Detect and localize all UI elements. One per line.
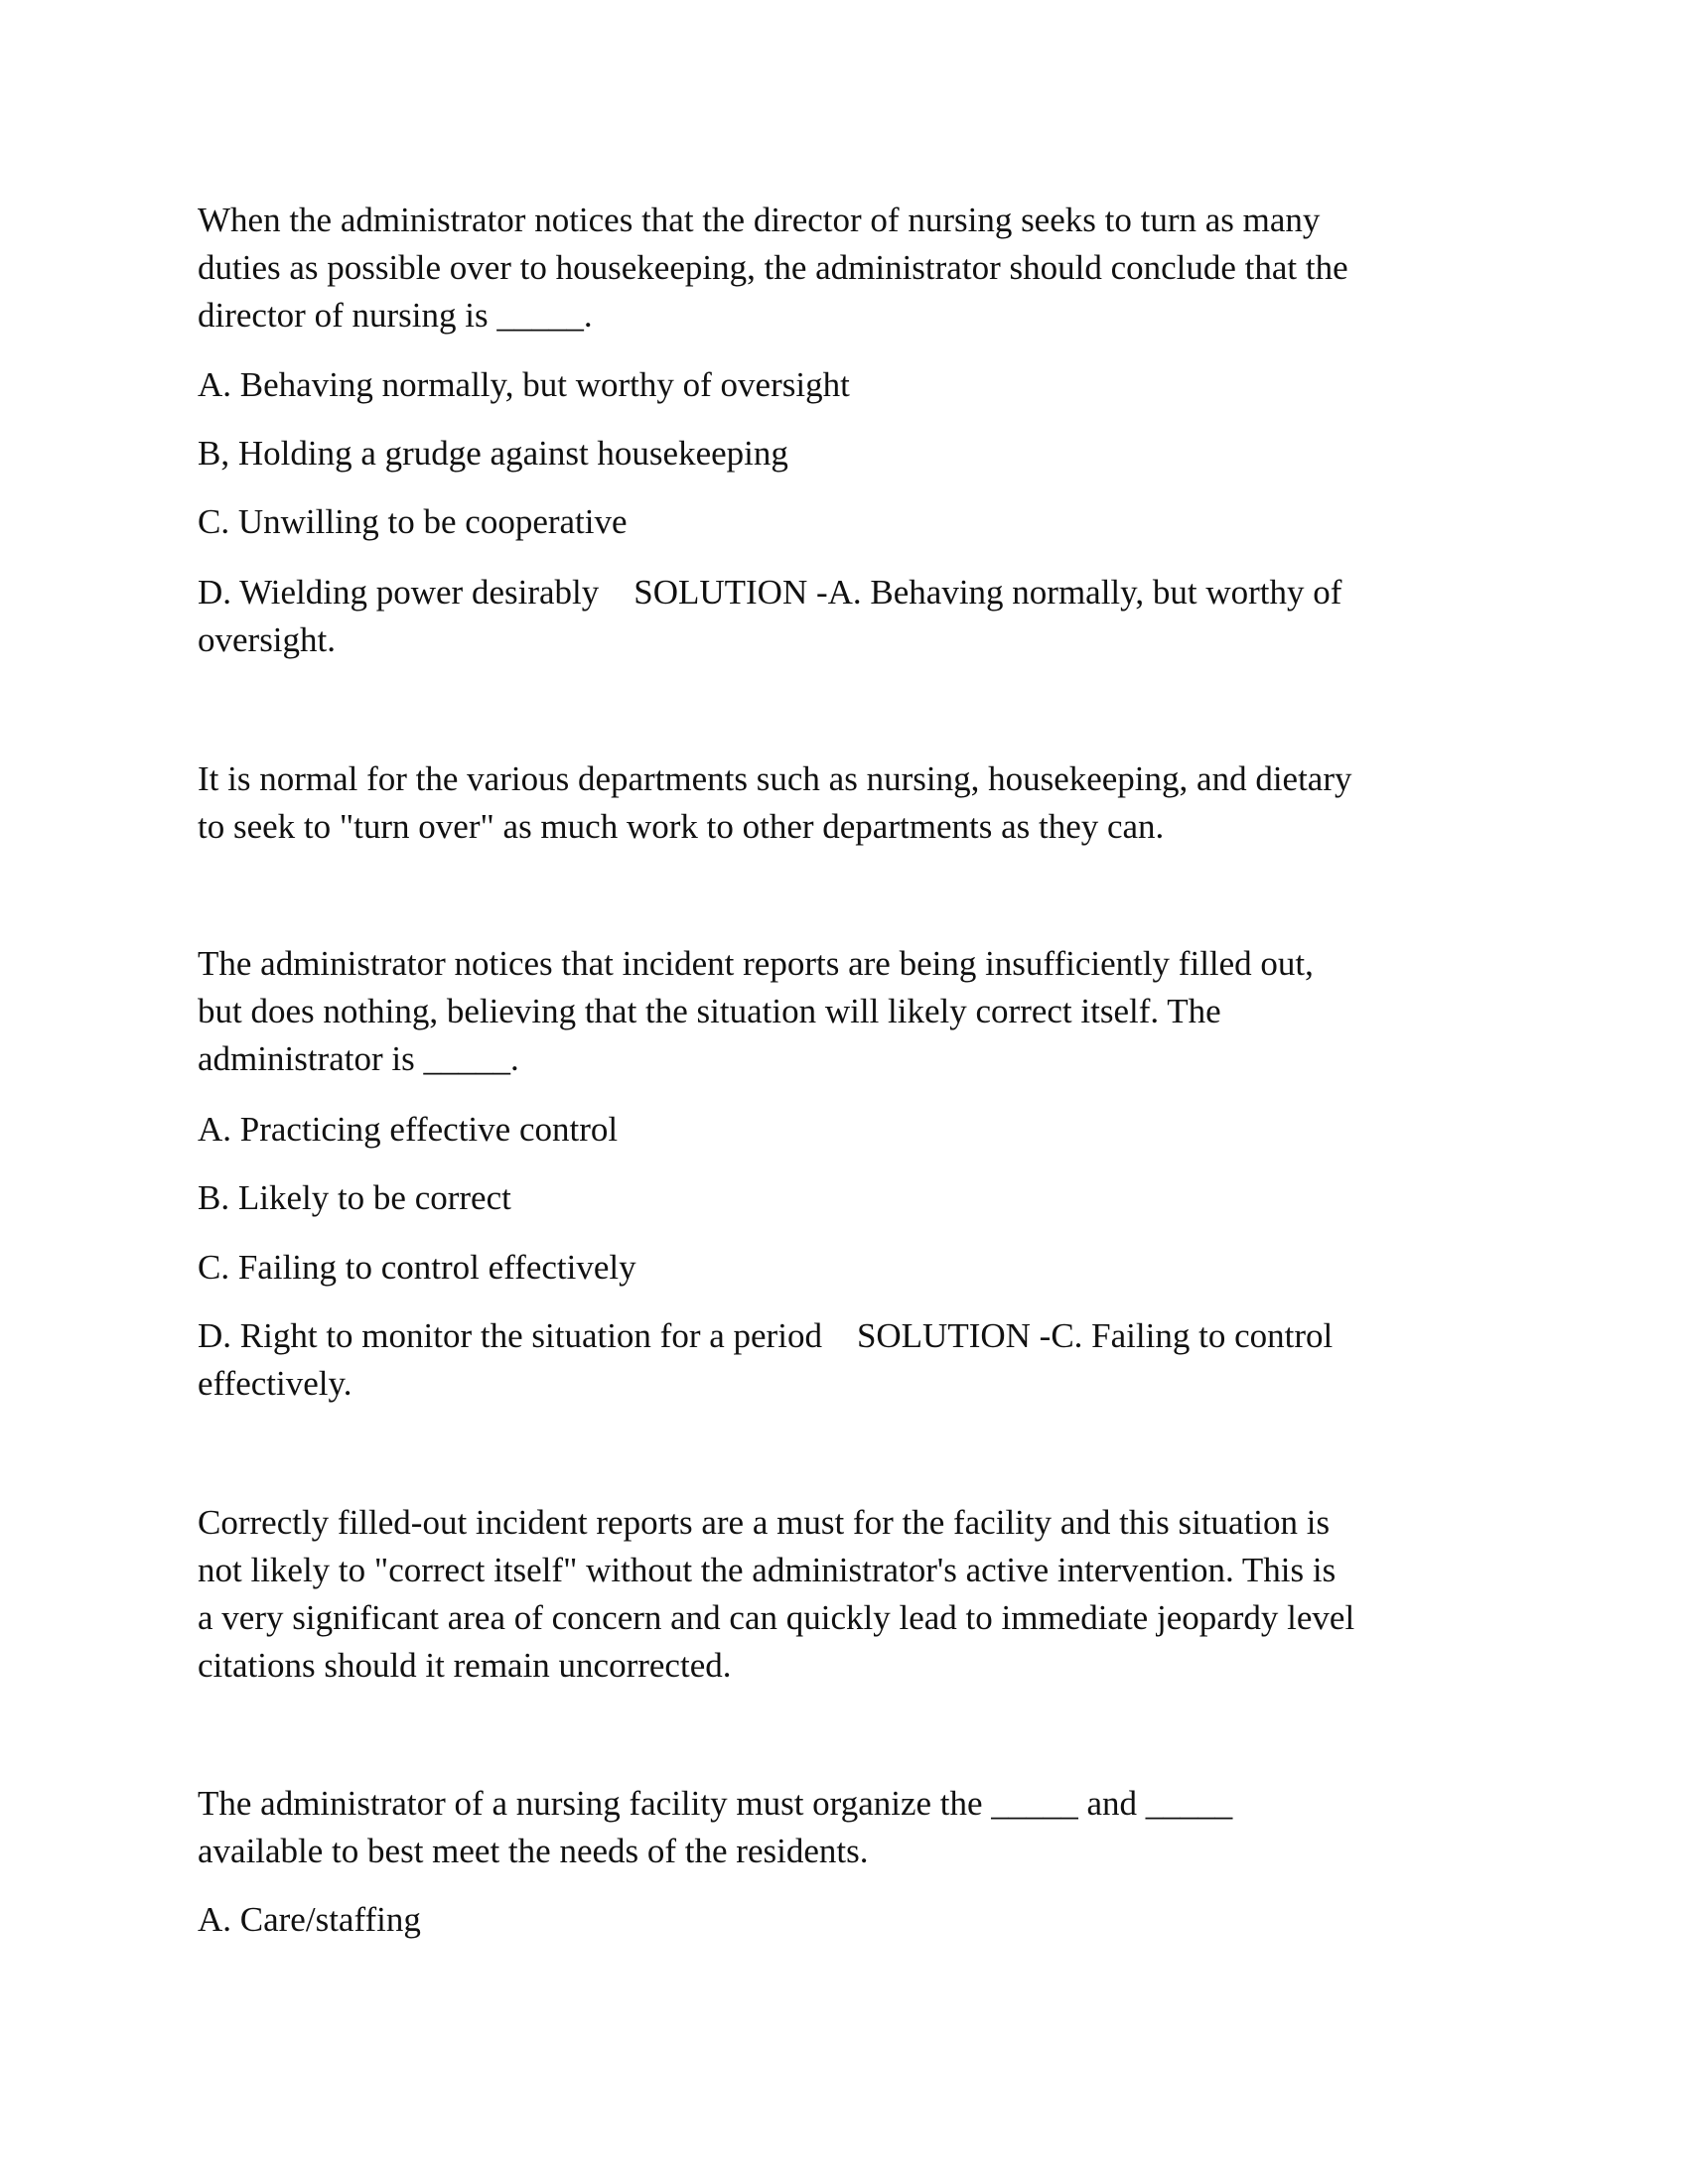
text-line: director of nursing is _____. <box>198 296 593 335</box>
question-2-option-c <box>198 1244 1508 1292</box>
question-1-text <box>198 197 1508 340</box>
question-1-option-b <box>198 430 1508 478</box>
text-line: oversight. <box>198 620 337 659</box>
question-2-option-a <box>198 1106 1508 1154</box>
question-2-text <box>198 940 1508 1083</box>
question-1-explanation <box>198 755 1508 851</box>
option-text: B. Likely to be correct <box>198 1178 511 1217</box>
question-1-option-a <box>198 361 1508 409</box>
question-2-explanation <box>198 1499 1508 1690</box>
option-text: A. Behaving normally, but worthy of oversight <box>198 365 850 404</box>
text-line: When the administrator notices that the director of nursing seeks to turn as many <box>198 201 1321 239</box>
text-line: D. Wielding power desirably SOLUTION -A. Behaving normally, but worthy of <box>198 573 1342 612</box>
text-line: to seek to "turn over" as much work to other departments as they can. <box>198 807 1165 846</box>
option-text: A. Practicing effective control <box>198 1110 619 1149</box>
option-text: B, Holding a grudge against housekeeping <box>198 434 788 473</box>
option-text: C. Failing to control effectively <box>198 1248 636 1287</box>
question-3-option-a <box>198 1896 1508 1944</box>
text-line: It is normal for the various departments such as nursing, housekeeping, and dietary <box>198 759 1352 798</box>
text-line: duties as possible over to housekeeping, the administrator should conclude that the <box>198 248 1348 287</box>
option-text: C. Unwilling to be cooperative <box>198 502 628 541</box>
text-line: administrator is _____. <box>198 1039 519 1078</box>
question-1-option-c <box>198 498 1508 546</box>
text-line: citations should it remain uncorrected. <box>198 1646 732 1685</box>
question-1-option-d-solution <box>198 569 1508 664</box>
question-2-option-d-solution <box>198 1312 1508 1408</box>
text-line: effectively. <box>198 1364 352 1403</box>
text-line: not likely to "correct itself" without the administrator's active intervention. This is <box>198 1551 1336 1589</box>
text-line: Correctly filled-out incident reports are a must for the facility and this situation is <box>198 1503 1331 1542</box>
text-line: but does nothing, believing that the situation will likely correct itself. The <box>198 992 1221 1030</box>
question-2-option-b <box>198 1174 1508 1222</box>
text-line: The administrator of a nursing facility must organize the _____ and _____ <box>198 1784 1233 1823</box>
text-line: The administrator notices that incident reports are being insufficiently filled out, <box>198 944 1314 983</box>
text-line: available to best meet the needs of the residents. <box>198 1832 869 1870</box>
question-3-text <box>198 1780 1508 1875</box>
text-line: D. Right to monitor the situation for a period SOLUTION -C. Failing to control <box>198 1316 1334 1355</box>
option-text: A. Care/staffing <box>198 1900 421 1939</box>
text-line: a very significant area of concern and can quickly lead to immediate jeopardy level <box>198 1598 1355 1637</box>
